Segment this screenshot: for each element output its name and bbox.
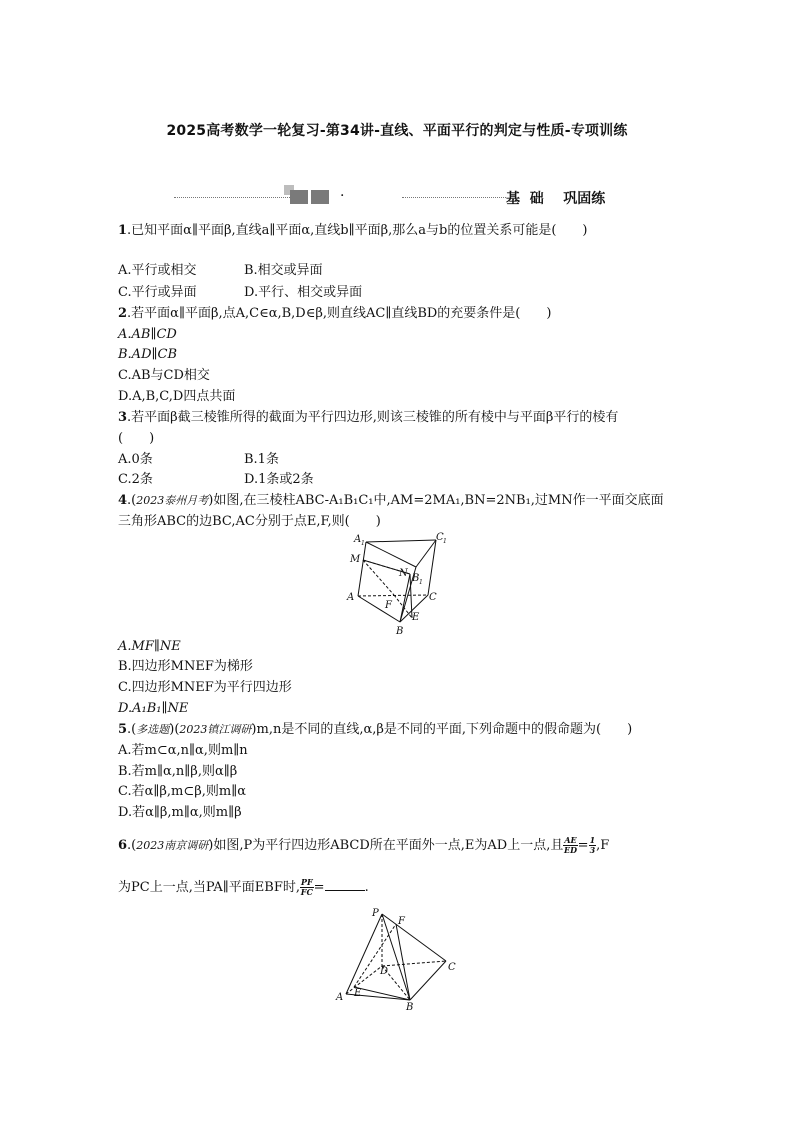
q6-frac3-den: FC [300,887,313,897]
q1-option-b: B.相交或异面 [244,263,323,278]
q4-paren-open: .( [127,493,137,508]
q4-stem [118,492,664,510]
q6-label-a: A [336,992,344,1003]
q1-option-a: A.平行或相交 [118,263,197,278]
q5-source: 多选题 [136,723,170,736]
q1-option-d: D.平行、相交或异面 [244,285,363,300]
q4-label-c1-sub: 1 [443,538,447,545]
q2-option-a: A.AB∥CD [118,327,177,342]
q4-label-b1-sub: 1 [419,579,423,586]
q4-stem-line2: 三角形ABC的边BC,AC分别于点E,F,则( ) [118,514,381,529]
q4-option-c: C.四边形MNEF为平行四边形 [118,680,292,695]
q6-frac1-den: ED [563,845,578,855]
q5-paren-mid: )( [169,722,180,737]
q2-stem [118,305,551,323]
q3-option-d: D.1条或2条 [244,472,314,487]
q3-stem-line2: ( ) [118,431,155,446]
q6-pyramid-figure [334,904,464,1010]
q6-label-b: B [406,1002,414,1010]
q6-number: 6 [118,838,128,853]
q4-prism-figure [340,532,460,638]
q5-number: 5 [118,722,128,737]
q5-option-d: D.若α∥β,m∥α,则m∥β [118,805,242,820]
q1-options-row-2 [118,284,363,302]
q4-stem-text: )如图,在三棱柱ABC-A₁B₁C₁中,AM=2MA₁,BN=2NB₁,过MN作一平面交底面 [208,493,664,508]
section-dot: · [340,188,345,204]
q6-fraction-pf-fc [300,878,314,897]
q1-stem [118,222,587,240]
q3-option-a: A.0条 [118,452,153,467]
q6-stem-text-2: 为PC上一点,当PA∥平面EBF时, [118,880,300,895]
q1-option-c: C.平行或异面 [118,285,197,300]
q4-label-b: B [396,626,404,637]
dotted-rule-right [402,197,506,198]
q5-paren-open: .( [127,722,137,737]
q6-frac2-num: 1 [589,835,596,845]
decor-block-1 [290,190,308,204]
q1-number: 1 [118,223,128,238]
q1-stem-text: .已知平面α∥平面β,直线a∥平面α,直线b∥平面β,那么a与b的位置关系可能是( ) [127,223,588,238]
q5-option-a: A.若m⊂α,n∥α,则m∥n [118,743,248,758]
q5-stem [118,721,632,739]
q4-source: 2023泰州月考 [136,494,209,507]
q6-paren-open: .( [127,838,137,853]
q4-label-m: M [350,554,361,565]
q4-label-c1: C [436,532,444,543]
dotted-rule-left [174,197,294,198]
page-title: 2025高考数学一轮复习-第34讲-直线、平面平行的判定与性质-专项训练 [166,123,628,139]
q6-label-d: D [380,966,389,977]
q6-label-p: P [372,908,379,919]
q6-fraction-ae-ed [563,836,577,855]
q4-label-a: A [347,592,355,603]
q6-equals: = [577,838,589,853]
q3-stem-text: .若平面β截三棱锥所得的截面为平行四边形,则该三棱锥的所有棱中与平面β平行的棱有 [127,410,619,425]
q4-label-c: C [429,592,437,603]
q6-answer-blank[interactable] [325,878,365,891]
q2-stem-text: .若平面α∥平面β,点A,C∈α,B,D∈β,则直线AC∥直线BD的充要条件是( ) [127,306,552,321]
q2-option-c: C.AB与CD相交 [118,368,210,383]
q2-option-d: D.A,B,C,D四点共面 [118,389,236,404]
q5-source-2: 2023镇江调研 [179,723,252,736]
q5-option-b: B.若m∥α,n∥β,则α∥β [118,764,238,779]
q5-option-c: C.若α∥β,m⊂β,则m∥α [118,784,247,799]
section-header [170,184,630,210]
q5-stem-text: )m,n是不同的直线,α,β是不同的平面,下列命题中的假命题为( ) [251,722,633,737]
q4-option-a: A.MF∥NE [118,639,181,654]
q2-option-b: B.AD∥CB [118,347,178,362]
q4-label-a1-sub: 1 [361,540,365,547]
q4-label-n: N [399,568,408,579]
q1-options-row-1 [118,262,323,280]
q4-label-a1: A [354,534,362,545]
q6-label-f: F [398,916,405,927]
q6-stem-line2 [118,878,369,897]
q6-fraction-one-third [589,836,597,855]
q3-number: 3 [118,410,128,425]
q4-label-b1: B [412,573,420,584]
q6-stem2-tail: . [364,880,369,895]
q6-stem-text: )如图,P为平行四边形ABCD所在平面外一点,E为AD上一点,且 [208,838,564,853]
q6-stem2-end: = [313,880,325,895]
q6-stem [118,836,609,855]
q6-source: 2023南京调研 [136,839,209,852]
q6-frac3-num: PF [300,877,313,887]
q6-frac2-den: 3 [589,845,596,855]
q3-options-row-1 [118,451,279,469]
q4-option-d: D.A₁B₁∥NE [118,701,189,716]
q6-label-c: C [448,962,456,973]
q4-label-f: F [385,600,392,611]
q6-stem-end: ,F [596,838,610,853]
q3-option-c: C.2条 [118,472,153,487]
q3-options-row-2 [118,471,314,489]
q4-option-b: B.四边形MNEF为梯形 [118,659,253,674]
q2-number: 2 [118,306,128,321]
q3-stem [118,409,618,427]
q4-number: 4 [118,493,128,508]
section-label: 基 础 巩固练 [506,191,606,207]
q6-frac1-num: AE [564,835,577,845]
q6-label-e: E [354,988,362,999]
q4-label-e: E [412,612,420,623]
decor-block-2 [311,190,329,204]
q3-option-b: B.1条 [244,452,279,467]
